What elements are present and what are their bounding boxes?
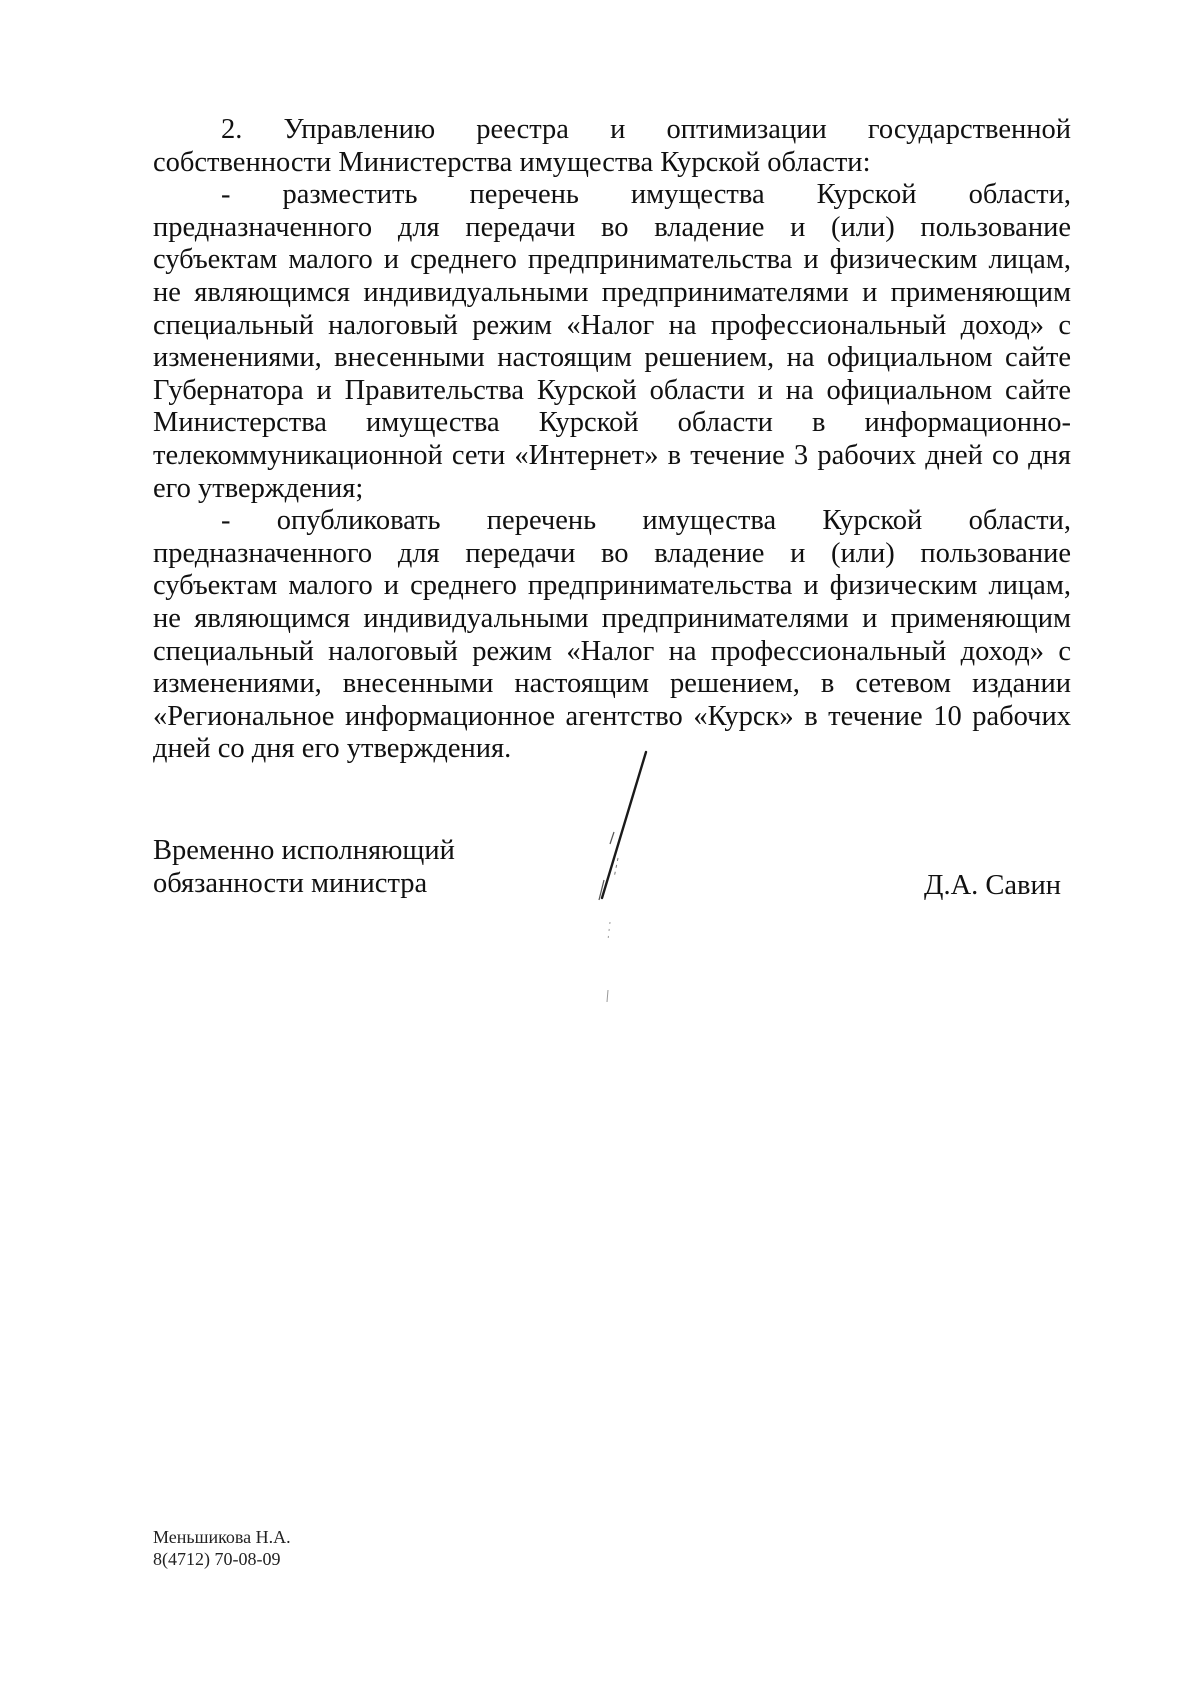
executor-name: Меньшикова Н.А. (153, 1527, 291, 1547)
executor-info (153, 1526, 291, 1570)
list-item-place-text: предназначенного для передачи во владение и (или) пользование субъектам малого и среднего предпринимательства и физическим лицам, не являющимся индивидуальными предпринимателями и применяющим специальный налоговый режим «Налог на профессиональный доход» с изменениями, внесенными настоящим решением, на официальном сайте Губернатора и Правительства Курской области и на официальном сайте Министерства имущества Курской области в информационно-телекоммуникационной сети «Интернет» в течение 3 рабочих дней со дня его утверждения; (153, 211, 1071, 504)
list-item-publish (153, 505, 1071, 766)
list-item-publish-first-line: - опубликовать перечень имущества Курской области, (221, 505, 1071, 537)
handwritten-signature (590, 740, 700, 1040)
list-item-place (153, 179, 1071, 505)
paragraph-2 (153, 114, 1071, 179)
list-item-place-first-line: - разместить перечень имущества Курской области, (221, 179, 1071, 211)
document-body (153, 114, 1071, 766)
list-item-publish-text: предназначенного для передачи во владение и (или) пользование субъектам малого и среднего предпринимательства и физическим лицам, не являющимся индивидуальными предпринимателями и применяющим специальный налоговый режим «Налог на профессиональный доход» с изменениями, внесенными настоящим решением, в сетевом издании «Региональное информационное агентство «Курск» в течение 10 рабочих дней со дня его утверждения. (153, 537, 1071, 765)
signatory-title-line-2: обязанности министра (153, 867, 428, 899)
signatory-name: Д.А. Савин (924, 870, 1062, 901)
paragraph-2-first-line: 2. Управлению реестра и оптимизации государственной (221, 114, 1071, 145)
signatory-title (153, 835, 455, 900)
executor-phone: 8(4712) 70-08-09 (153, 1549, 281, 1569)
paragraph-2-text: собственности Министерства имущества Курской области: (153, 146, 871, 178)
signatory-title-line-1: Временно исполняющий (153, 835, 455, 866)
